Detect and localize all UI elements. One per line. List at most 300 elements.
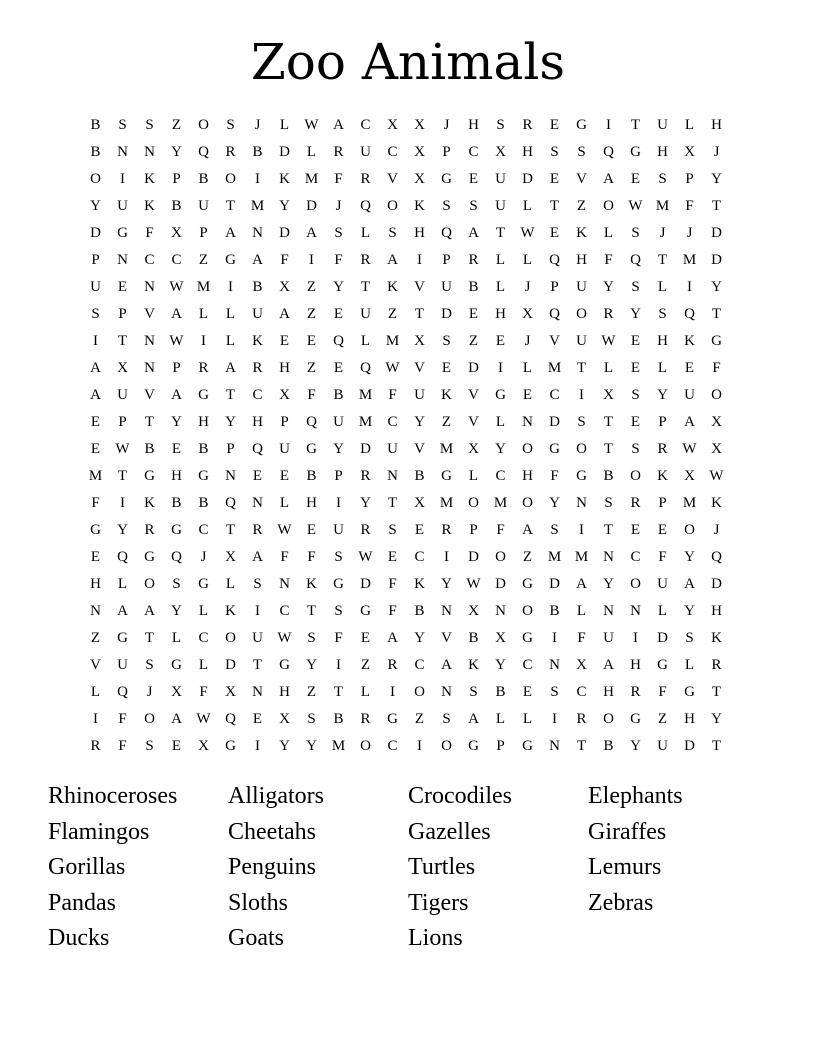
grid-letter: H <box>711 603 722 619</box>
grid-letter: X <box>522 306 533 322</box>
grid-letter: P <box>172 171 181 187</box>
grid-letter: D <box>711 225 722 241</box>
grid-letter: Z <box>90 630 101 646</box>
grid-letter: S <box>604 495 613 511</box>
grid-letter: K <box>414 576 425 592</box>
grid-letter: E <box>630 522 641 538</box>
grid-letter: N <box>144 279 155 295</box>
grid-letter: X <box>495 144 506 160</box>
grid-letter: U <box>576 279 587 295</box>
grid-letter: U <box>684 387 695 403</box>
grid-letter: N <box>630 603 641 619</box>
grid-letter: A <box>252 252 263 268</box>
grid-letter: U <box>657 576 668 592</box>
grid-letter: T <box>333 684 344 700</box>
grid-letter: L <box>225 333 236 349</box>
grid-letter: Y <box>117 522 128 538</box>
grid-letter: T <box>225 522 236 538</box>
grid-letter: K <box>414 198 425 214</box>
grid-letter: M <box>88 468 103 484</box>
grid-letter: Q <box>198 144 209 160</box>
word-list-item: Lions <box>408 925 463 951</box>
grid-letter: O <box>144 711 155 727</box>
grid-letter: A <box>279 306 290 322</box>
grid-letter: E <box>549 225 560 241</box>
grid-letter: Z <box>306 684 317 700</box>
grid-letter: U <box>360 144 371 160</box>
grid-letter: E <box>279 333 290 349</box>
grid-letter: Y <box>630 738 641 754</box>
grid-letter: G <box>441 468 452 484</box>
grid-letter: X <box>684 144 695 160</box>
grid-letter: E <box>630 360 641 376</box>
grid-letter: Y <box>495 657 506 673</box>
grid-letter: C <box>171 252 182 268</box>
grid-letter: G <box>198 468 209 484</box>
grid-letter: S <box>631 225 640 241</box>
grid-letter: A <box>171 711 182 727</box>
grid-letter: P <box>334 468 343 484</box>
grid-letter: B <box>333 711 344 727</box>
grid-letter: L <box>495 711 506 727</box>
grid-letter: M <box>682 495 697 511</box>
grid-letter: R <box>630 684 641 700</box>
grid-letter: U <box>576 333 587 349</box>
grid-letter: S <box>442 333 451 349</box>
grid-letter: L <box>468 468 479 484</box>
grid-letter: D <box>360 441 371 457</box>
word-list-item: Gazelles <box>408 818 491 845</box>
grid-letter: D <box>306 198 317 214</box>
grid-letter: U <box>117 657 128 673</box>
grid-letter: K <box>387 279 398 295</box>
grid-letter: G <box>171 657 182 673</box>
grid-letter: N <box>90 603 101 619</box>
grid-letter: F <box>334 171 343 187</box>
grid-letter: Q <box>630 252 641 268</box>
grid-letter: A <box>90 360 101 376</box>
grid-letter: V <box>414 360 425 376</box>
grid-letter: O <box>441 738 452 754</box>
grid-letter: O <box>495 549 506 565</box>
grid-letter: U <box>657 738 668 754</box>
grid-letter: B <box>198 495 209 511</box>
grid-letter: O <box>225 171 236 187</box>
grid-letter: F <box>280 549 289 565</box>
grid-letter: W <box>169 333 184 349</box>
grid-letter: G <box>117 225 128 241</box>
word-list-item: Turtles <box>408 854 476 880</box>
grid-letter: G <box>576 468 587 484</box>
grid-letter: U <box>252 306 263 322</box>
grid-letter: Z <box>306 279 317 295</box>
grid-letter: B <box>90 117 101 133</box>
grid-letter: F <box>685 198 694 214</box>
grid-letter: N <box>279 576 290 592</box>
grid-letter: E <box>630 414 641 430</box>
grid-letter: N <box>387 468 398 484</box>
grid-letter: V <box>144 387 155 403</box>
grid-letter: G <box>630 711 641 727</box>
grid-letter: N <box>144 360 155 376</box>
grid-letter: E <box>90 441 101 457</box>
grid-letter: K <box>144 198 155 214</box>
grid-letter: X <box>468 441 479 457</box>
grid-letter: K <box>576 225 587 241</box>
grid-letter: G <box>279 657 290 673</box>
grid-letter: U <box>279 441 290 457</box>
grid-letter: E <box>90 414 101 430</box>
grid-letter: O <box>522 603 533 619</box>
grid-letter: B <box>198 441 209 457</box>
grid-letter: U <box>603 630 614 646</box>
grid-letter: O <box>630 468 641 484</box>
grid-letter: W <box>115 441 130 457</box>
grid-letter: L <box>225 306 236 322</box>
grid-letter: S <box>334 603 343 619</box>
grid-letter: H <box>468 117 479 133</box>
grid-letter: Y <box>279 738 290 754</box>
grid-letter: X <box>171 684 182 700</box>
grid-letter: A <box>333 117 344 133</box>
grid-letter: W <box>520 225 535 241</box>
grid-letter: S <box>118 117 127 133</box>
grid-letter: P <box>172 360 181 376</box>
grid-letter: H <box>495 306 506 322</box>
word-list-item: Sloths <box>228 889 289 916</box>
grid-letter: Y <box>90 198 101 214</box>
grid-letter: U <box>495 198 506 214</box>
grid-letter: N <box>252 495 263 511</box>
grid-letter: D <box>522 171 533 187</box>
grid-letter: F <box>712 360 721 376</box>
grid-letter: V <box>441 630 452 646</box>
grid-letter: X <box>414 171 425 187</box>
grid-letter: M <box>547 549 562 565</box>
grid-letter: R <box>441 522 452 538</box>
grid-letter: E <box>252 468 263 484</box>
grid-letter: Z <box>468 333 479 349</box>
grid-letter: K <box>279 171 290 187</box>
grid-letter: L <box>522 360 533 376</box>
grid-letter: N <box>549 657 560 673</box>
grid-letter: Y <box>603 576 614 592</box>
grid-letter: C <box>360 117 371 133</box>
grid-letter: J <box>254 117 261 133</box>
grid-letter: V <box>387 171 398 187</box>
grid-letter: T <box>711 738 722 754</box>
grid-letter: K <box>306 576 317 592</box>
grid-letter: I <box>336 495 341 511</box>
grid-letter: G <box>360 603 371 619</box>
grid-letter: Q <box>171 549 182 565</box>
grid-letter: G <box>117 630 128 646</box>
grid-letter: E <box>522 387 533 403</box>
grid-letter: U <box>198 198 209 214</box>
grid-letter: Z <box>441 414 452 430</box>
grid-letter: R <box>603 306 614 322</box>
grid-letter: I <box>579 522 584 538</box>
grid-letter: H <box>684 711 695 727</box>
grid-letter: O <box>603 198 614 214</box>
grid-letter: D <box>360 576 371 592</box>
grid-letter: J <box>713 522 720 538</box>
grid-letter: O <box>576 306 587 322</box>
grid-letter: U <box>333 522 344 538</box>
grid-letter: X <box>387 117 398 133</box>
grid-letter: S <box>226 117 235 133</box>
grid-letter: Y <box>549 495 560 511</box>
grid-letter: D <box>279 225 290 241</box>
grid-letter: Q <box>441 225 452 241</box>
grid-letter: E <box>306 333 317 349</box>
grid-letter: F <box>550 468 559 484</box>
grid-letter: J <box>200 549 207 565</box>
grid-letter: E <box>684 360 695 376</box>
grid-letter: Z <box>387 306 398 322</box>
grid-letter: A <box>684 576 695 592</box>
grid-letter: G <box>387 711 398 727</box>
grid-letter: A <box>225 360 236 376</box>
grid-letter: T <box>117 468 128 484</box>
grid-letter: R <box>468 252 479 268</box>
grid-letter: R <box>360 711 371 727</box>
grid-letter: R <box>360 522 371 538</box>
grid-letter: D <box>657 630 668 646</box>
grid-letter: D <box>441 306 452 322</box>
grid-letter: L <box>603 225 614 241</box>
grid-letter: S <box>145 657 154 673</box>
grid-letter: N <box>576 495 587 511</box>
grid-letter: E <box>171 738 182 754</box>
grid-letter: W <box>385 360 400 376</box>
grid-letter: B <box>198 171 209 187</box>
grid-letter: C <box>387 414 398 430</box>
grid-letter: E <box>468 306 479 322</box>
grid-letter: J <box>686 225 693 241</box>
grid-letter: I <box>93 333 98 349</box>
grid-letter: T <box>603 441 614 457</box>
grid-letter: X <box>225 549 236 565</box>
grid-letter: X <box>414 117 425 133</box>
grid-letter: O <box>90 171 101 187</box>
grid-letter: S <box>334 225 343 241</box>
grid-letter: O <box>522 495 533 511</box>
grid-letter: S <box>442 198 451 214</box>
grid-letter: Z <box>657 711 668 727</box>
grid-letter: M <box>439 441 454 457</box>
grid-letter: N <box>252 684 263 700</box>
grid-letter: I <box>255 171 260 187</box>
grid-letter: X <box>414 144 425 160</box>
grid-letter: C <box>198 522 209 538</box>
grid-letter: Q <box>603 144 614 160</box>
word-list-item: Goats <box>228 925 284 951</box>
grid-letter: I <box>606 117 611 133</box>
grid-letter: G <box>576 117 587 133</box>
grid-letter: I <box>201 333 206 349</box>
grid-letter: E <box>333 306 344 322</box>
grid-letter: I <box>579 387 584 403</box>
grid-letter: S <box>388 522 397 538</box>
grid-letter: H <box>306 495 317 511</box>
grid-letter: P <box>658 495 667 511</box>
grid-letter: G <box>225 738 236 754</box>
grid-letter: N <box>441 684 452 700</box>
grid-letter: F <box>577 630 586 646</box>
grid-letter: I <box>417 738 422 754</box>
grid-letter: U <box>387 441 398 457</box>
grid-letter: B <box>468 279 479 295</box>
grid-letter: X <box>468 603 479 619</box>
grid-letter: A <box>468 225 479 241</box>
grid-letter: Z <box>198 252 209 268</box>
word-list <box>48 780 768 958</box>
grid-letter: R <box>90 738 101 754</box>
grid-letter: S <box>685 630 694 646</box>
grid-letter: I <box>228 279 233 295</box>
grid-letter: Y <box>684 603 695 619</box>
grid-letter: C <box>495 468 506 484</box>
word-list-item: Crocodiles <box>408 783 512 809</box>
grid-letter: X <box>414 495 425 511</box>
grid-letter: S <box>550 144 559 160</box>
grid-letter: D <box>711 252 722 268</box>
grid-letter: E <box>549 117 560 133</box>
grid-letter: C <box>522 657 533 673</box>
grid-letter: Q <box>360 198 371 214</box>
grid-letter: G <box>144 468 155 484</box>
grid-letter: R <box>252 522 263 538</box>
grid-letter: G <box>333 576 344 592</box>
grid-letter: P <box>496 738 505 754</box>
grid-letter: M <box>547 360 562 376</box>
grid-letter: H <box>630 657 641 673</box>
grid-letter: B <box>549 603 560 619</box>
grid-letter: T <box>711 306 722 322</box>
grid-letter: U <box>657 117 668 133</box>
grid-letter: L <box>495 252 506 268</box>
grid-letter: J <box>146 684 153 700</box>
grid-letter: G <box>225 252 236 268</box>
grid-letter: G <box>306 441 317 457</box>
grid-letter: M <box>655 198 670 214</box>
grid-letter: A <box>468 711 479 727</box>
grid-letter: G <box>144 549 155 565</box>
grid-letter: I <box>444 549 449 565</box>
grid-letter: Q <box>549 306 560 322</box>
grid-letter: K <box>657 468 668 484</box>
grid-letter: E <box>360 630 371 646</box>
grid-letter: U <box>117 198 128 214</box>
grid-letter: V <box>144 306 155 322</box>
grid-letter: Z <box>360 657 371 673</box>
grid-letter: N <box>495 603 506 619</box>
grid-letter: I <box>687 279 692 295</box>
grid-letter: D <box>90 225 101 241</box>
grid-letter: E <box>522 684 533 700</box>
grid-letter: T <box>225 387 236 403</box>
grid-letter: C <box>414 549 425 565</box>
grid-letter: P <box>226 441 235 457</box>
grid-letter: N <box>549 738 560 754</box>
grid-letter: Z <box>414 711 425 727</box>
grid-letter: L <box>522 711 533 727</box>
grid-letter: I <box>93 711 98 727</box>
grid-letter: F <box>307 387 316 403</box>
grid-letter: P <box>469 522 478 538</box>
grid-letter: W <box>628 198 643 214</box>
grid-letter: L <box>360 684 371 700</box>
grid-letter: N <box>522 414 533 430</box>
grid-letter: B <box>414 603 425 619</box>
grid-letter: L <box>684 657 695 673</box>
grid-letter: Z <box>522 549 533 565</box>
word-list-item: Flamingos <box>48 818 150 845</box>
grid-letter: D <box>279 144 290 160</box>
grid-letter: P <box>118 306 127 322</box>
grid-letter: X <box>576 657 587 673</box>
grid-letter: R <box>576 711 587 727</box>
grid-letter: N <box>225 468 236 484</box>
grid-letter: O <box>603 711 614 727</box>
grid-letter: A <box>387 252 398 268</box>
grid-letter: A <box>225 225 236 241</box>
grid-letter: O <box>684 522 695 538</box>
grid-letter: F <box>118 711 127 727</box>
grid-letter: O <box>414 684 425 700</box>
grid-letter: L <box>522 252 533 268</box>
grid-letter: Y <box>171 144 182 160</box>
grid-letter: I <box>498 360 503 376</box>
grid-letter: W <box>196 711 211 727</box>
grid-letter: O <box>225 630 236 646</box>
grid-letter: S <box>469 684 478 700</box>
grid-letter: G <box>522 630 533 646</box>
grid-letter: L <box>198 657 209 673</box>
grid-letter: A <box>603 657 614 673</box>
grid-letter: B <box>306 468 317 484</box>
grid-letter: R <box>657 441 668 457</box>
grid-letter: H <box>198 414 209 430</box>
grid-letter: E <box>657 522 668 538</box>
grid-letter: X <box>279 279 290 295</box>
grid-letter: H <box>90 576 101 592</box>
word-list-item: Zebras <box>588 889 654 916</box>
grid-letter: Q <box>117 549 128 565</box>
grid-letter: P <box>442 252 451 268</box>
grid-letter: C <box>630 549 641 565</box>
grid-letter: S <box>253 576 262 592</box>
grid-letter: A <box>306 225 317 241</box>
grid-letter: I <box>552 711 557 727</box>
grid-letter: F <box>658 684 667 700</box>
word-list-item: Penguins <box>228 854 317 880</box>
grid-letter: N <box>603 549 614 565</box>
grid-letter: L <box>198 306 209 322</box>
grid-letter: T <box>252 657 263 673</box>
grid-letter: P <box>91 252 100 268</box>
grid-letter: S <box>469 198 478 214</box>
grid-letter: W <box>358 549 373 565</box>
grid-letter: L <box>279 495 290 511</box>
grid-letter: B <box>171 495 182 511</box>
grid-letter: K <box>468 657 479 673</box>
grid-letter: O <box>522 441 533 457</box>
grid-letter: S <box>550 684 559 700</box>
grid-letter: H <box>279 360 290 376</box>
grid-letter: W <box>709 468 724 484</box>
